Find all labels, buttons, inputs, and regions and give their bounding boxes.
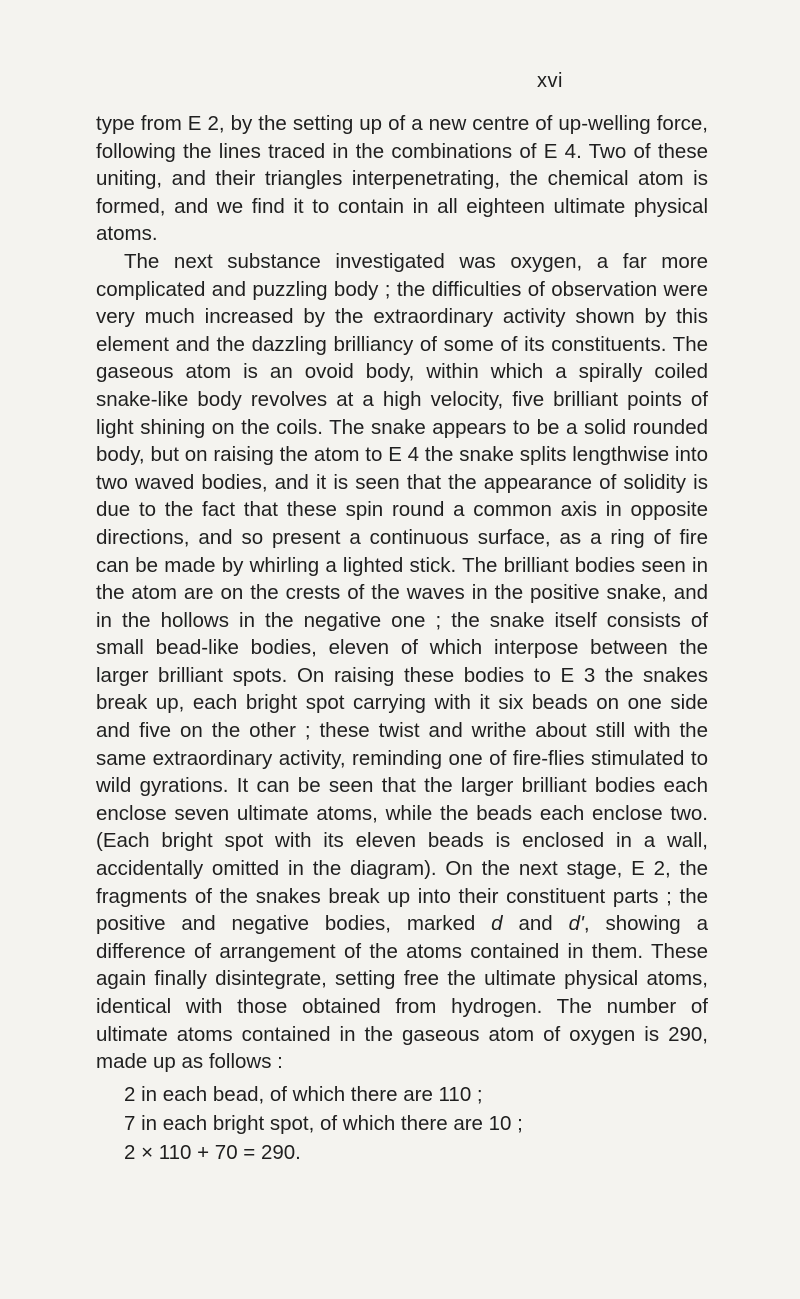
paragraph-2-text-a: The next substance investigated was oxygen, a far more complicated and puzzling body ; the difficulties of observation were very much increased by the extraordinary activity shown by this element and the dazzling brilliancy of some of its constituents. The gaseous atom is an ovoid body, within which a spirally coiled snake-like body revolves at a high velocity, five brilliant points of light shining on the coils. The snake appears to be a solid rounded body, but on raising the atom to E 4 the snake splits lengthwise into two waved bodies, and it is seen that the appearance of solidity is due to the fact that these spin round a common axis in opposite directions, and so present a continuous surface, as a ring of fire can be made by whirling a lighted stick. The brilliant bodies seen in the atom are on the crests of the waves in the positive snake, and in the hollows in the negative one ; the snake itself consists of small bead-like bodies, eleven of which interpose between the larger brilliant spots. On raising these bodies to E 3 the snakes break up, each bright spot carrying with it six beads on one side and five on the other ; these twist and writhe about still with the same extraordinary activity, reminding one of fire-flies stimulated to wild gyrations. It can be seen that the larger brilliant bodies each enclose seven ultimate atoms, while the beads each enclose two. (Each bright spot with its eleven beads is enclosed in a wall, accidentally omitted in the diagram). On the next stage, E 2, the fragments of the snakes break up into their constituent parts ; the positive and negative bodies, marked bbox=[96, 249, 708, 936]
paragraph-2-text-b: , showing a difference of arrangement of the atoms contained in them. These again finally disintegrate, setting free the ultimate physical atoms, identical with those obtained from hydrogen. The number of ultimate atoms contained in the gaseous atom of oxygen is 290, made up as follows : bbox=[96, 912, 708, 1074]
label-d-prime: d' bbox=[568, 912, 584, 936]
list-item: 7 in each bright spot, of which there are 10 ; bbox=[124, 1111, 523, 1135]
list-item: 2 in each bead, of which there are 110 ; bbox=[124, 1082, 483, 1106]
list-item: 2 × 110 + 70 = 290. bbox=[124, 1140, 301, 1164]
page-number: xvi bbox=[537, 70, 563, 92]
atom-count-list bbox=[96, 1080, 708, 1167]
label-d: d bbox=[491, 912, 503, 936]
paragraph-2-and: and bbox=[502, 912, 569, 936]
page-body bbox=[96, 110, 708, 1167]
paragraph-1: type from E 2, by the setting up of a new centre of up-welling force, following the lines traced in the combinations of E 4. Two of these uniting, and their triangles interpenetrating, the chemical atom is formed, and we find it to contain in all eighteen ultimate physical atoms. bbox=[96, 112, 708, 246]
paragraph-2 bbox=[96, 248, 708, 1076]
